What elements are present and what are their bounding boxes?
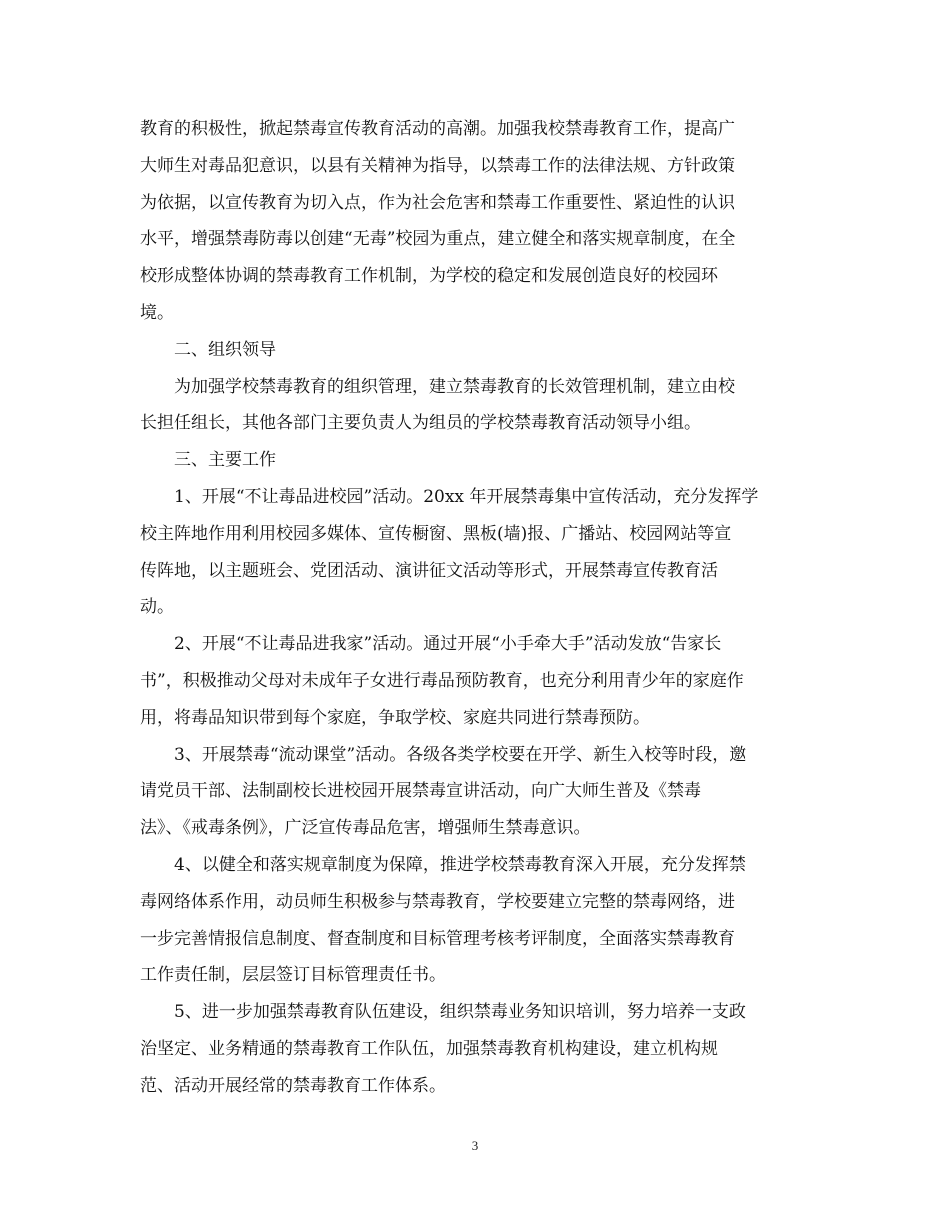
text-line: 传阵地，以主题班会、党团活动、演讲征文活动等形式，开展禁毒宣传教育活	[140, 560, 718, 581]
section-heading	[140, 442, 810, 479]
text-line: 2、开展“不让毒品进我家”活动。通过开展“小手牵大手”活动发放“告家长	[174, 634, 722, 655]
text-line: 3、开展禁毒“流动课堂”活动。各级各类学校要在开学、新生入校等时段，邀	[174, 744, 747, 765]
text-line: 为加强学校禁毒教育的组织管理，建立禁毒教育的长效管理机制，建立由校	[174, 376, 735, 397]
paragraph	[140, 994, 810, 1104]
document-body	[140, 111, 810, 1105]
text-line: 4、以健全和落实规章制度为保障，推进学校禁毒教育深入开展，充分发挥禁	[174, 854, 746, 875]
text-line: 工作责任制，层层签订目标管理责任书。	[140, 965, 446, 986]
text-line: 毒网络体系作用，动员师生积极参与禁毒教育，学校要建立完整的禁毒网络，进	[140, 891, 735, 912]
text-line: 用，将毒品知识带到每个家庭，争取学校、家庭共同进行禁毒预防。	[140, 707, 650, 728]
section-heading	[140, 332, 810, 369]
paragraph	[140, 847, 810, 994]
text-line: 大师生对毒品犯意识，以县有关精神为指导，以禁毒工作的法律法规、方针政策	[140, 155, 735, 176]
page-number: 3	[471, 1138, 479, 1153]
text-line: 校主阵地作用利用校园多媒体、宣传橱窗、黑板(墙)报、广播站、校园网站等宣	[140, 523, 732, 544]
text-line: 范、活动开展经常的禁毒教育工作体系。	[140, 1075, 446, 1096]
text-line: 动。	[140, 597, 174, 618]
paragraph	[140, 111, 810, 332]
text-line: 一步完善情报信息制度、督查制度和目标管理考核考评制度，全面落实禁毒教育	[140, 928, 735, 949]
paragraph	[140, 479, 810, 626]
text-line: 三、主要工作	[174, 450, 276, 471]
paragraph	[140, 369, 810, 443]
paragraph	[140, 737, 810, 847]
text-line: 治坚定、业务精通的禁毒教育工作队伍，加强禁毒教育机构建设，建立机构规	[140, 1038, 718, 1059]
text-line: 书”，积极推动父母对未成年子女进行毒品预防教育，也充分利用青少年的家庭作	[140, 670, 744, 691]
text-line: 法》、《戒毒条例》，广泛宣传毒品危害，增强师生禁毒意识。	[140, 818, 591, 839]
text-line: 为依据，以宣传教育为切入点，作为社会危害和禁毒工作重要性、紧迫性的认识	[140, 192, 735, 213]
text-line: 教育的积极性，掀起禁毒宣传教育活动的高潮。加强我校禁毒教育工作，提高广	[140, 119, 735, 139]
paragraph	[140, 626, 810, 736]
text-line: 二、组织领导	[174, 339, 276, 360]
text-line: 校形成整体协调的禁毒教育工作机制，为学校的稳定和发展创造良好的校园环	[140, 266, 718, 287]
text-line: 5、进一步加强禁毒教育队伍建设，组织禁毒业务知识培训，努力培养一支政	[174, 1002, 746, 1023]
text-line: 境。	[140, 302, 174, 323]
text-line: 长担任组长，其他各部门主要负责人为组员的学校禁毒教育活动领导小组。	[140, 413, 701, 434]
text-line: 水平，增强禁毒防毒以创建“无毒”校园为重点，建立健全和落实规章制度，在全	[140, 229, 736, 250]
text-line: 1、开展“不让毒品进校园”活动。20xx 年开展禁毒集中宣传活动，充分发挥学	[174, 486, 759, 507]
text-line: 请党员干部、法制副校长进校园开展禁毒宣讲活动，向广大师生普及《禁毒	[140, 781, 701, 802]
